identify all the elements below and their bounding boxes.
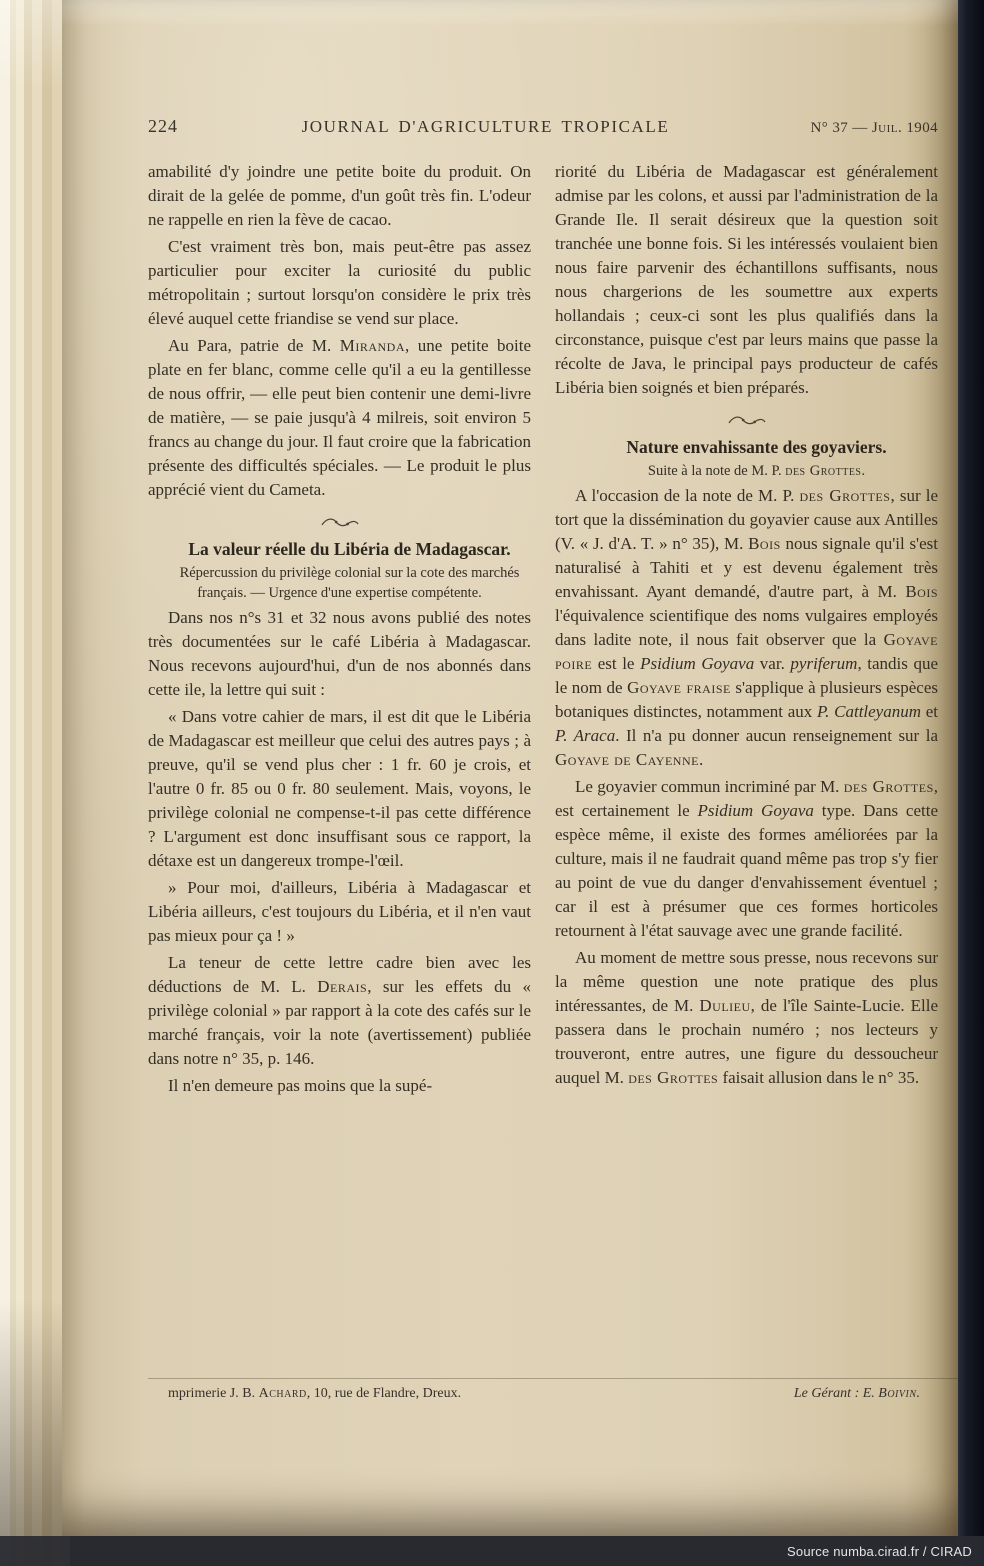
section-subheading: Répercussion du privilège colonial sur la cote des marchés français. — Urgence d'une expertise compétente. [179, 565, 520, 601]
source-credit: Source numba.cirad.fr / CIRAD [787, 1543, 972, 1559]
journal-title: JOURNAL D'AGRICULTURE TROPICALE [301, 117, 670, 136]
paragraph: Il n'en demeure pas moins que la supé- [168, 1076, 433, 1095]
paragraph: Dans nos n°s 31 et 32 nous avons publié des notes très documentées sur le café Libéria à Madagascar. Nous recevons aujourd'hui, d'un de nos abonnés dans cette ile, la lettre qui suit : [148, 608, 531, 699]
section-subheading: Suite à la note de M. P. des Grottes. [647, 463, 866, 479]
page-header [148, 116, 938, 137]
paragraph: « Dans votre cahier de mars, il est dit que le Libéria de Madagascar est meilleur que celui des autres pays ; à preuve, qu'il se vend plus cher : 1 fr. 60 je crois, et l'autre 0 fr. 85 ou 0 fr. 80 seulement. Mais, voyons, le privilège colonial ne compense-t-il pas cette différence ? L'argument est donc insuffisant sous ce rapport, la détaxe est un dangereux trompe-l'œil. [148, 707, 531, 870]
source-bar [0, 1536, 984, 1566]
footer-gerant: Le Gérant : E. Boivin. [793, 1386, 920, 1401]
paragraph: Au moment de mettre sous presse, nous recevons sur la même question une note pratique des plus intéressantes, de M. Dulieu, de l'île Sainte-Lucie. Elle passera dans le prochain numéro ; nos lecteurs y trouveront, entre autres, une figure du dessoucheur auquel M. des Grottes faisait allusion dans le n° 35. [555, 948, 938, 1087]
right-column [555, 160, 938, 1374]
paragraph: riorité du Libéria de Madagascar est généralement admise par les colons, et aussi par l'administration de la Grande Ile. Il serait désireux que la question soit tranchée une bonne fois. Si les intéressés voulaient bien nous faire parvenir des échantillons suffisants, nous nous chargerions de les soumettre aux experts hollandais ; ceux-ci sont les plus qualifiés dans la circonstance, puisque c'est par leurs mains que passe la récolte de Java, le principal pays producteur de cafés Libéria bien soignés et bien préparés. [555, 162, 938, 397]
page-footer [148, 1378, 976, 1402]
page-stack-edge [0, 0, 70, 1566]
issue-info: N° 37 — Juil. 1904 [810, 120, 938, 136]
paragraph: A l'occasion de la note de M. P. des Grottes, sur le tort que la dissémination du goyavier cause aux Antilles (V. « J. d'A. T. » n° 35), M. Bois nous signale qu'il s'est naturalisé à Tahiti et y est devenu également très envahissant. Ayant demandé, d'autre part, à M. Bois l'équivalence scientifique des noms vulgaires employés dans ladite note, il nous fait observer que la Goyave poire est le Psidium Goyava var. pyriferum, tandis que le nom de Goyave fraise s'applique à plusieurs espèces botaniques distinctes, notamment aux P. Cattleyanum et P. Araca. Il n'a pu donner aucun renseignement sur la Goyave de Cayenne. [555, 486, 938, 769]
footer-imprint: mprimerie J. B. Achard, 10, rue de Flandre, Dreux. [168, 1386, 462, 1401]
paragraph: La teneur de cette lettre cadre bien avec les déductions de M. L. Derais, sur les effets du « privilège colonial » par rapport à la cote des cafés sur le marché français, voir la note (avertissement) publiée dans notre n° 35, p. 146. [148, 953, 531, 1068]
book-cover-edge [958, 0, 984, 1566]
text-columns [148, 160, 938, 1374]
paper-page [62, 0, 958, 1536]
paragraph: » Pour moi, d'ailleurs, Libéria à Madagascar et Libéria ailleurs, c'est toujours du Libéria, et il n'en vaut pas mieux pour ça ! » [148, 878, 531, 945]
fleuron-icon [555, 414, 938, 430]
section-heading: La valeur réelle du Libéria de Madagascar. [188, 539, 511, 559]
paragraph: amabilité d'y joindre une petite boite du produit. On dirait de la gelée de pomme, d'un goût très fin. L'odeur ne rappelle en rien la fève de cacao. [148, 162, 531, 229]
paragraph: Au Para, patrie de M. Miranda, une petite boite plate en fer blanc, comme celle qu'il a eu la gentillesse de nous offrir, — elle peut bien contenir une demi-livre de matière, — se paie jusqu'à 4 milreis, soit environ 5 francs au change du jour. Il faut croire que la fabrication présente des difficultés spéciales. — Le produit le plus apprécié vient du Cameta. [148, 336, 531, 499]
section-heading: Nature envahissante des goyaviers. [626, 437, 887, 457]
page-number: 224 [148, 116, 178, 136]
left-column [148, 160, 531, 1374]
paragraph: Le goyavier commun incriminé par M. des Grottes, est certainement le Psidium Goyava type. Dans cette espèce même, il existe des formes améliorées par la culture, mais il ne faudrait quand même pas trop s'y fier au point de vue du danger d'envahissement éventuel ; car il est à présumer que ces formes horticoles retournent à l'état sauvage avec une grande facilité. [555, 777, 938, 940]
paragraph: C'est vraiment très bon, mais peut-être pas assez particulier pour exciter la curiosité du public métropolitain ; surtout lorsqu'on considère le prix très élevé auquel cette friandise se vend sur place. [148, 237, 531, 328]
fleuron-icon [148, 516, 531, 532]
